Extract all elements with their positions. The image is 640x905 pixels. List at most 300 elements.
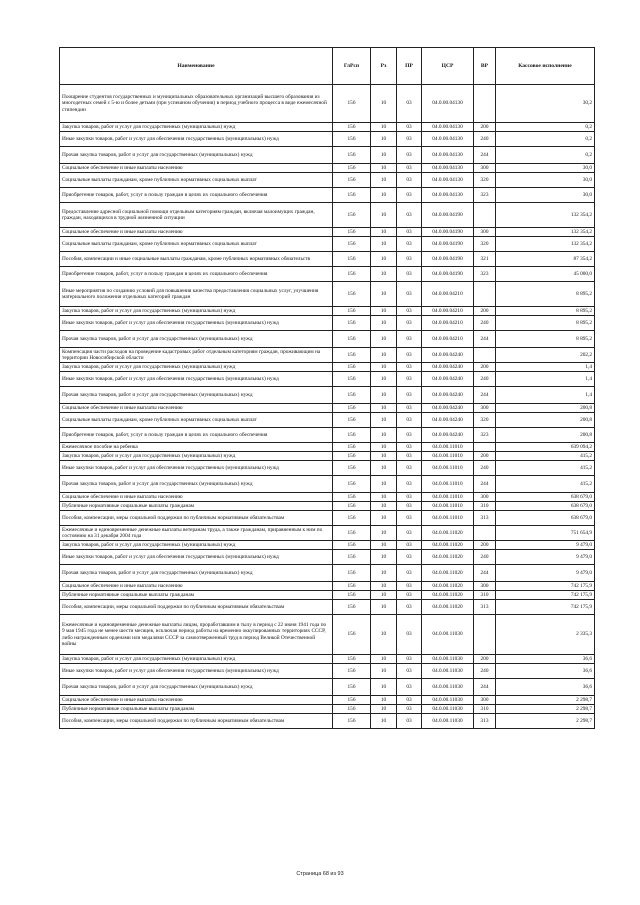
cell-name: Социальное обеспечение и иные выплаты населению (60, 404, 333, 413)
table-row (60, 85, 595, 123)
cell-vr: 321 (474, 252, 496, 267)
cell-csr: 04.0.00.04240 (422, 348, 474, 363)
cell-name: Иные закупки товаров, работ и услуг для обеспечения государственных (муниципальных) нужд (60, 550, 333, 565)
cell-glrsp: 156 (333, 282, 371, 307)
cell-amount: 1,4 (496, 387, 595, 404)
cell-vr: 300 (474, 582, 496, 591)
cell-vr: 244 (474, 147, 496, 164)
cell-vr: 240 (474, 664, 496, 679)
cell-pr: 03 (397, 443, 422, 452)
cell-pr: 03 (397, 85, 422, 123)
table-row (60, 565, 595, 582)
cell-rz: 10 (371, 600, 397, 615)
cell-rz: 10 (371, 502, 397, 511)
cell-csr: 04.0.00.04190 (422, 203, 474, 228)
cell-csr: 04.0.00.04240 (422, 363, 474, 372)
cell-amount: 742 175,9 (496, 600, 595, 615)
cell-pr: 03 (397, 348, 422, 363)
cell-csr: 04.0.00.04190 (422, 267, 474, 282)
cell-pr: 03 (397, 123, 422, 132)
cell-name: Социальное обеспечение и иные выплаты населению (60, 696, 333, 705)
table-row (60, 228, 595, 237)
cell-rz: 10 (371, 316, 397, 331)
cell-name: Закупка товаров, работ и услуг для государственных (муниципальных) нужд (60, 123, 333, 132)
cell-pr: 03 (397, 387, 422, 404)
cell-name: Поощрение студентов государственных и муниципальных образовательных организаций высшего образования из многодетных семей с 5-ю и более детьми (при успешном обучении) в период учебного процесса в виде ежемесячной стипендии (60, 85, 333, 123)
cell-pr: 03 (397, 493, 422, 502)
cell-csr: 04.0.00.04190 (422, 252, 474, 267)
cell-vr: 244 (474, 387, 496, 404)
cell-glrsp: 156 (333, 252, 371, 267)
cell-amount: 2 298,7 (496, 714, 595, 729)
cell-rz: 10 (371, 452, 397, 461)
cell-vr: 300 (474, 696, 496, 705)
cell-amount: 742 175,9 (496, 582, 595, 591)
cell-name: Иные мероприятия по созданию условий для повышения качества предоставления социальных услуг, улучшения материального положения отдельных категорий граждан (60, 282, 333, 307)
cell-glrsp: 156 (333, 188, 371, 203)
cell-amount: 30,0 (496, 173, 595, 188)
cell-glrsp: 156 (333, 696, 371, 705)
cell-pr: 03 (397, 252, 422, 267)
cell-pr: 03 (397, 615, 422, 655)
cell-csr: 04.0.00.11030 (422, 655, 474, 664)
cell-name: Пособия, компенсации, меры социальной поддержки по публичным нормативным обязательствам (60, 511, 333, 526)
cell-amount: 36,6 (496, 655, 595, 664)
cell-csr: 04.0.00.11030 (422, 714, 474, 729)
cell-csr: 04.0.00.11030 (422, 696, 474, 705)
cell-csr: 04.0.00.04130 (422, 164, 474, 173)
budget-table (59, 47, 595, 729)
cell-csr: 04.0.00.11020 (422, 582, 474, 591)
cell-pr: 03 (397, 372, 422, 387)
cell-pr: 03 (397, 267, 422, 282)
cell-csr: 04.0.00.04210 (422, 331, 474, 348)
cell-rz: 10 (371, 582, 397, 591)
cell-amount: 9 479,0 (496, 565, 595, 582)
cell-name: Прочая закупка товаров, работ и услуг для государственных (муниципальных) нужд (60, 476, 333, 493)
cell-vr: 313 (474, 714, 496, 729)
cell-name: Пособия, компенсации, меры социальной поддержки по публичным нормативным обязательствам (60, 600, 333, 615)
cell-name: Публичные нормативные социальные выплаты гражданам (60, 502, 333, 511)
cell-pr: 03 (397, 316, 422, 331)
cell-pr: 03 (397, 502, 422, 511)
cell-vr: 323 (474, 267, 496, 282)
cell-csr: 04.0.00.11010 (422, 493, 474, 502)
cell-csr: 04.0.00.11020 (422, 526, 474, 541)
cell-name: Закупка товаров, работ и услуг для государственных (муниципальных) нужд (60, 541, 333, 550)
cell-csr: 04.0.00.04240 (422, 428, 474, 443)
table-row (60, 714, 595, 729)
cell-name: Социальные выплаты гражданам, кроме публичных нормативных социальных выплат (60, 413, 333, 428)
cell-vr: 200 (474, 655, 496, 664)
cell-name: Иные закупки товаров, работ и услуг для обеспечения государственных (муниципальных) нужд (60, 372, 333, 387)
cell-rz: 10 (371, 404, 397, 413)
cell-vr (474, 348, 496, 363)
cell-glrsp: 156 (333, 664, 371, 679)
table-row (60, 461, 595, 476)
cell-pr: 03 (397, 363, 422, 372)
cell-amount: 638 679,0 (496, 511, 595, 526)
cell-csr: 04.0.00.11020 (422, 591, 474, 600)
cell-glrsp: 156 (333, 331, 371, 348)
cell-csr: 04.0.00.04130 (422, 123, 474, 132)
cell-pr: 03 (397, 541, 422, 550)
cell-amount: 8 895,2 (496, 307, 595, 316)
header-amount: Кассовое исполнение (496, 48, 595, 85)
cell-rz: 10 (371, 591, 397, 600)
cell-rz: 10 (371, 85, 397, 123)
cell-pr: 03 (397, 228, 422, 237)
budget-table-container (59, 47, 594, 729)
cell-csr: 04.0.00.11010 (422, 452, 474, 461)
cell-name: Иные закупки товаров, работ и услуг для обеспечения государственных (муниципальных) нужд (60, 316, 333, 331)
cell-rz: 10 (371, 664, 397, 679)
cell-vr (474, 203, 496, 228)
cell-csr: 04.0.00.04240 (422, 372, 474, 387)
cell-glrsp: 156 (333, 493, 371, 502)
cell-csr: 04.0.00.04210 (422, 316, 474, 331)
cell-glrsp: 156 (333, 476, 371, 493)
cell-amount: 2 335,3 (496, 615, 595, 655)
cell-vr: 200 (474, 363, 496, 372)
cell-vr: 310 (474, 591, 496, 600)
cell-csr: 04.0.00.11010 (422, 443, 474, 452)
table-row (60, 582, 595, 591)
cell-rz: 10 (371, 476, 397, 493)
cell-name: Ежемесячные и единовременные денежные выплаты лицам, проработавшим в тылу в период с 22 июня 1941 года по 9 мая 1945 года не менее шести месяцев, исключая период работы на временно оккупированных территориях СССР, либо награжденным орденами или медалями СССР за самоотверженный труд в период Великой Отечественной войны (60, 615, 333, 655)
cell-glrsp: 156 (333, 541, 371, 550)
table-row (60, 550, 595, 565)
cell-vr: 300 (474, 228, 496, 237)
cell-vr (474, 282, 496, 307)
cell-vr: 200 (474, 307, 496, 316)
cell-pr: 03 (397, 164, 422, 173)
cell-csr: 04.0.00.11010 (422, 511, 474, 526)
cell-pr: 03 (397, 696, 422, 705)
cell-rz: 10 (371, 526, 397, 541)
cell-csr: 04.0.00.11030 (422, 615, 474, 655)
cell-glrsp: 156 (333, 372, 371, 387)
cell-glrsp: 156 (333, 404, 371, 413)
cell-amount: 87 354,2 (496, 252, 595, 267)
cell-vr: 244 (474, 476, 496, 493)
cell-name: Закупка товаров, работ и услуг для государственных (муниципальных) нужд (60, 363, 333, 372)
cell-rz: 10 (371, 348, 397, 363)
table-row (60, 476, 595, 493)
cell-amount: 45 000,0 (496, 267, 595, 282)
cell-glrsp: 156 (333, 679, 371, 696)
table-row (60, 123, 595, 132)
cell-glrsp: 156 (333, 655, 371, 664)
cell-vr: 200 (474, 123, 496, 132)
cell-amount: 30,2 (496, 85, 595, 123)
table-row (60, 428, 595, 443)
cell-glrsp: 156 (333, 550, 371, 565)
table-row (60, 203, 595, 228)
cell-rz: 10 (371, 461, 397, 476)
table-row (60, 282, 595, 307)
table-row (60, 705, 595, 714)
cell-rz: 10 (371, 173, 397, 188)
cell-vr: 240 (474, 550, 496, 565)
cell-glrsp: 156 (333, 452, 371, 461)
cell-amount: 202,2 (496, 348, 595, 363)
cell-glrsp: 156 (333, 363, 371, 372)
cell-amount: 200,8 (496, 413, 595, 428)
cell-vr: 320 (474, 413, 496, 428)
table-row (60, 331, 595, 348)
cell-name: Приобретение товаров, работ, услуг в пользу граждан в целях их социального обеспечения (60, 188, 333, 203)
cell-pr: 03 (397, 404, 422, 413)
cell-csr: 04.0.00.04190 (422, 228, 474, 237)
cell-rz: 10 (371, 147, 397, 164)
cell-vr: 240 (474, 372, 496, 387)
cell-rz: 10 (371, 267, 397, 282)
cell-vr: 300 (474, 164, 496, 173)
table-row (60, 600, 595, 615)
cell-pr: 03 (397, 664, 422, 679)
cell-pr: 03 (397, 428, 422, 443)
cell-glrsp: 156 (333, 267, 371, 282)
cell-name: Прочая закупка товаров, работ и услуг для государственных (муниципальных) нужд (60, 147, 333, 164)
cell-pr: 03 (397, 565, 422, 582)
cell-name: Пособия, компенсации и иные социальные выплаты гражданам, кроме публичных нормативных обязательств (60, 252, 333, 267)
cell-amount: 742 175,9 (496, 591, 595, 600)
table-row (60, 237, 595, 252)
table-row (60, 502, 595, 511)
cell-rz: 10 (371, 565, 397, 582)
cell-name: Социальное обеспечение и иные выплаты населению (60, 493, 333, 502)
cell-pr: 03 (397, 679, 422, 696)
cell-csr: 04.0.00.04240 (422, 404, 474, 413)
cell-amount: 30,0 (496, 188, 595, 203)
cell-rz: 10 (371, 413, 397, 428)
cell-pr: 03 (397, 331, 422, 348)
cell-rz: 10 (371, 615, 397, 655)
table-row (60, 493, 595, 502)
cell-csr: 04.0.00.11010 (422, 476, 474, 493)
cell-name: Социальное обеспечение и иные выплаты населению (60, 164, 333, 173)
cell-vr: 244 (474, 679, 496, 696)
cell-glrsp: 156 (333, 85, 371, 123)
cell-vr: 320 (474, 237, 496, 252)
cell-amount: 751 654,9 (496, 526, 595, 541)
cell-rz: 10 (371, 696, 397, 705)
cell-csr: 04.0.00.11010 (422, 502, 474, 511)
cell-csr: 04.0.00.11020 (422, 565, 474, 582)
cell-csr: 04.0.00.11030 (422, 664, 474, 679)
cell-pr: 03 (397, 550, 422, 565)
table-row (60, 147, 595, 164)
cell-name: Социальное обеспечение и иные выплаты населению (60, 582, 333, 591)
cell-vr: 240 (474, 132, 496, 147)
cell-pr: 03 (397, 147, 422, 164)
cell-glrsp: 156 (333, 615, 371, 655)
cell-csr: 04.0.00.04130 (422, 147, 474, 164)
cell-amount: 0,2 (496, 132, 595, 147)
table-row (60, 696, 595, 705)
cell-glrsp: 156 (333, 203, 371, 228)
cell-vr: 200 (474, 541, 496, 550)
cell-name: Ежемесячные и единовременные денежные выплаты ветеранам труда, а также гражданам, приравненным к ним по состоянию на 31 декабря 2004 года (60, 526, 333, 541)
cell-vr: 244 (474, 331, 496, 348)
cell-vr: 300 (474, 404, 496, 413)
cell-vr: 323 (474, 428, 496, 443)
cell-amount: 30,0 (496, 164, 595, 173)
cell-glrsp: 156 (333, 526, 371, 541)
cell-amount: 0,2 (496, 123, 595, 132)
cell-rz: 10 (371, 237, 397, 252)
cell-pr: 03 (397, 600, 422, 615)
cell-name: Публичные нормативные социальные выплаты гражданам (60, 705, 333, 714)
cell-glrsp: 156 (333, 173, 371, 188)
cell-rz: 10 (371, 428, 397, 443)
cell-glrsp: 156 (333, 443, 371, 452)
cell-csr: 04.0.00.11030 (422, 679, 474, 696)
cell-name: Приобретение товаров, работ, услуг в пользу граждан в целях их социального обеспечения (60, 267, 333, 282)
cell-rz: 10 (371, 132, 397, 147)
cell-csr: 04.0.00.11020 (422, 550, 474, 565)
cell-name: Социальное обеспечение и иные выплаты населению (60, 228, 333, 237)
cell-rz: 10 (371, 282, 397, 307)
cell-vr: 320 (474, 173, 496, 188)
cell-rz: 10 (371, 228, 397, 237)
cell-glrsp: 156 (333, 714, 371, 729)
cell-rz: 10 (371, 363, 397, 372)
table-row (60, 591, 595, 600)
cell-glrsp: 156 (333, 591, 371, 600)
cell-name: Закупка товаров, работ и услуг для государственных (муниципальных) нужд (60, 655, 333, 664)
cell-amount: 9 479,0 (496, 550, 595, 565)
cell-amount: 36,6 (496, 679, 595, 696)
cell-name: Прочая закупка товаров, работ и услуг для государственных (муниципальных) нужд (60, 565, 333, 582)
cell-pr: 03 (397, 461, 422, 476)
header-glrsp: ГлРсп (333, 48, 371, 85)
cell-name: Иные закупки товаров, работ и услуг для обеспечения государственных (муниципальных) нужд (60, 664, 333, 679)
cell-csr: 04.0.00.04210 (422, 307, 474, 316)
cell-name: Иные закупки товаров, работ и услуг для обеспечения государственных (муниципальных) нужд (60, 461, 333, 476)
cell-pr: 03 (397, 705, 422, 714)
table-row (60, 387, 595, 404)
table-row (60, 173, 595, 188)
cell-amount: 1,4 (496, 372, 595, 387)
cell-vr: 300 (474, 493, 496, 502)
cell-glrsp: 156 (333, 705, 371, 714)
cell-glrsp: 156 (333, 461, 371, 476)
header-csr: ЦСР (422, 48, 474, 85)
cell-pr: 03 (397, 237, 422, 252)
cell-glrsp: 156 (333, 582, 371, 591)
cell-glrsp: 156 (333, 307, 371, 316)
header-vr: ВР (474, 48, 496, 85)
cell-vr: 313 (474, 600, 496, 615)
cell-csr: 04.0.00.04130 (422, 132, 474, 147)
cell-name: Пособия, компенсации, меры социальной поддержки по публичным нормативным обязательствам (60, 714, 333, 729)
cell-vr: 313 (474, 511, 496, 526)
table-row (60, 307, 595, 316)
cell-vr: 323 (474, 188, 496, 203)
cell-vr: 240 (474, 316, 496, 331)
cell-amount: 8 895,2 (496, 331, 595, 348)
cell-glrsp: 156 (333, 600, 371, 615)
cell-pr: 03 (397, 476, 422, 493)
cell-csr: 04.0.00.04130 (422, 173, 474, 188)
cell-csr: 04.0.00.11030 (422, 705, 474, 714)
cell-pr: 03 (397, 203, 422, 228)
table-row (60, 413, 595, 428)
cell-name: Предоставление адресной социальной помощи отдельным категориям граждан, включая малоимущих граждан, граждан, находящихся в трудной жизненной ситуации (60, 203, 333, 228)
cell-pr: 03 (397, 591, 422, 600)
cell-name: Прочая закупка товаров, работ и услуг для государственных (муниципальных) нужд (60, 679, 333, 696)
cell-name: Социальные выплаты гражданам, кроме публичных нормативных социальных выплат (60, 173, 333, 188)
cell-pr: 03 (397, 511, 422, 526)
cell-glrsp: 156 (333, 413, 371, 428)
cell-amount: 132 354,2 (496, 228, 595, 237)
cell-rz: 10 (371, 550, 397, 565)
table-row (60, 526, 595, 541)
cell-amount: 132 354,2 (496, 237, 595, 252)
cell-vr: 200 (474, 452, 496, 461)
table-row (60, 316, 595, 331)
cell-csr: 04.0.00.04130 (422, 188, 474, 203)
cell-glrsp: 156 (333, 132, 371, 147)
cell-amount: 132 354,2 (496, 203, 595, 228)
cell-pr: 03 (397, 173, 422, 188)
table-row (60, 252, 595, 267)
cell-glrsp: 156 (333, 348, 371, 363)
cell-name: Публичные нормативные социальные выплаты гражданам (60, 591, 333, 600)
cell-glrsp: 156 (333, 228, 371, 237)
table-row (60, 363, 595, 372)
cell-csr: 04.0.00.04190 (422, 237, 474, 252)
cell-glrsp: 156 (333, 511, 371, 526)
cell-name: Закупка товаров, работ и услуг для государственных (муниципальных) нужд (60, 307, 333, 316)
cell-csr: 04.0.00.11010 (422, 461, 474, 476)
table-row (60, 443, 595, 452)
header-rz: Рз (371, 48, 397, 85)
cell-amount: 0,2 (496, 147, 595, 164)
table-row (60, 679, 595, 696)
cell-name: Социальные выплаты гражданам, кроме публичных нормативных социальных выплат (60, 237, 333, 252)
cell-vr (474, 615, 496, 655)
cell-csr: 04.0.00.11020 (422, 600, 474, 615)
cell-amount: 200,8 (496, 428, 595, 443)
cell-glrsp: 156 (333, 387, 371, 404)
cell-amount: 639 094,2 (496, 443, 595, 452)
cell-csr: 04.0.00.04240 (422, 413, 474, 428)
cell-glrsp: 156 (333, 428, 371, 443)
header-pr: ПР (397, 48, 422, 85)
cell-vr: 240 (474, 461, 496, 476)
table-row (60, 267, 595, 282)
cell-amount: 36,6 (496, 664, 595, 679)
cell-rz: 10 (371, 493, 397, 502)
cell-amount: 2 298,7 (496, 696, 595, 705)
cell-csr: 04.0.00.11020 (422, 541, 474, 550)
table-row (60, 348, 595, 363)
table-row (60, 132, 595, 147)
cell-rz: 10 (371, 307, 397, 316)
cell-amount: 8 895,2 (496, 282, 595, 307)
cell-vr: 310 (474, 705, 496, 714)
cell-glrsp: 156 (333, 316, 371, 331)
cell-name: Ежемесячное пособие на ребенка (60, 443, 333, 452)
cell-rz: 10 (371, 443, 397, 452)
cell-rz: 10 (371, 203, 397, 228)
cell-rz: 10 (371, 188, 397, 203)
table-row (60, 188, 595, 203)
cell-name: Закупка товаров, работ и услуг для государственных (муниципальных) нужд (60, 452, 333, 461)
